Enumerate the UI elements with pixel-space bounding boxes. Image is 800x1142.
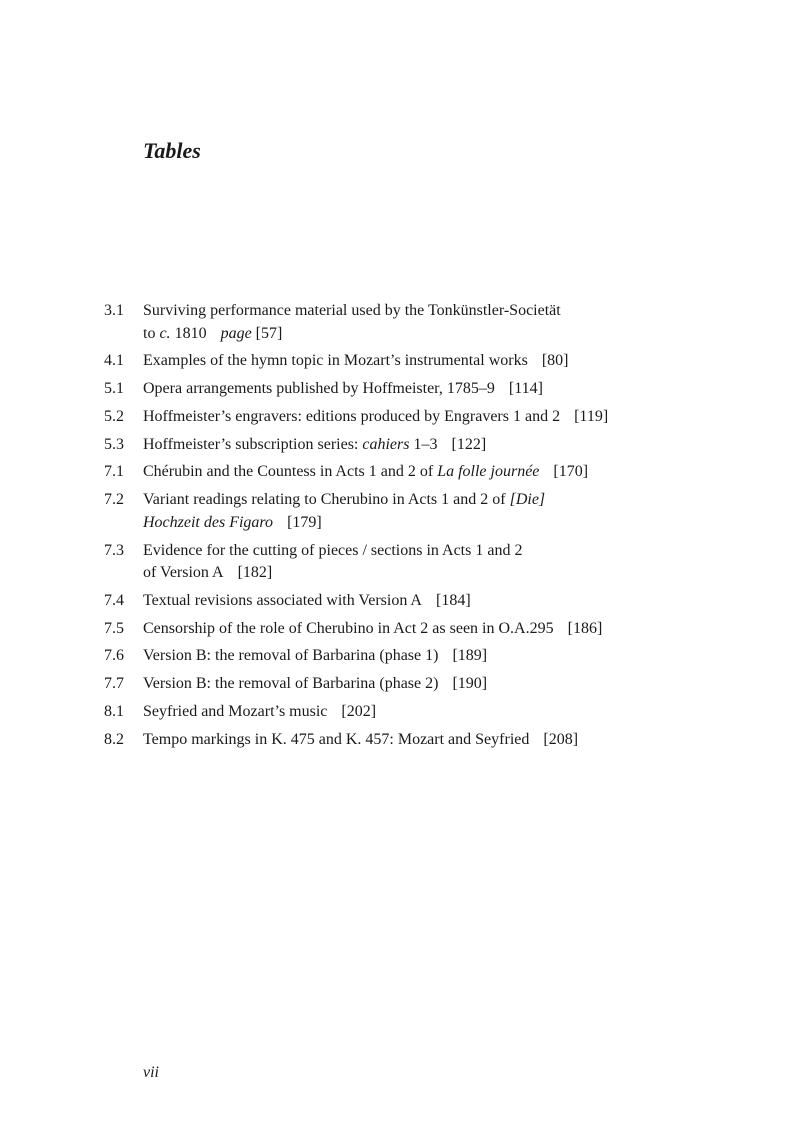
- caption-text: Variant readings relating to Cherubino in Acts 1 and 2 of: [143, 491, 510, 509]
- page-reference: [202]: [341, 703, 377, 721]
- table-number: 7.4: [104, 591, 124, 609]
- table-number: 7.2: [104, 491, 124, 509]
- table-caption: [143, 673, 688, 696]
- page-reference: [122]: [451, 435, 487, 453]
- caption-text: Textual revisions associated with Version A: [143, 591, 422, 609]
- table-caption: [143, 300, 688, 345]
- table-caption: [143, 618, 688, 641]
- table-number: 7.1: [104, 463, 124, 481]
- caption-text: Opera arrangements published by Hoffmeister, 1785–9: [143, 380, 495, 398]
- table-entry: [104, 434, 704, 457]
- table-entry: [104, 378, 704, 401]
- table-number: 5.2: [104, 407, 124, 425]
- table-entry: [104, 489, 704, 534]
- page-reference: [189]: [452, 647, 488, 665]
- table-caption: [143, 489, 688, 534]
- table-entry: [104, 350, 704, 373]
- page-label: page: [220, 324, 252, 342]
- table-number: 4.1: [104, 352, 124, 370]
- page-reference: [119]: [574, 407, 609, 425]
- page-reference: [186]: [567, 619, 603, 637]
- page-reference: [208]: [543, 730, 579, 748]
- caption-text: Seyfried and Mozart’s music: [143, 703, 328, 721]
- table-caption: [143, 461, 688, 484]
- table-number: 8.2: [104, 730, 124, 748]
- table-caption: [143, 350, 688, 373]
- table-number: 5.1: [104, 380, 124, 398]
- table-number: 7.6: [104, 647, 124, 665]
- table-number: 3.1: [104, 302, 124, 319]
- table-entry: [104, 300, 704, 345]
- italic-text: [Die]: [509, 491, 546, 509]
- table-caption: [143, 645, 688, 668]
- page-reference: [182]: [237, 564, 273, 582]
- page-reference: [190]: [452, 675, 488, 693]
- italic-text: cahiers: [362, 435, 410, 453]
- table-entry: [104, 540, 704, 585]
- table-entry: [104, 590, 704, 613]
- table-entry: [104, 701, 704, 724]
- table-caption: [143, 590, 688, 613]
- caption-text: Censorship of the role of Cherubino in Act 2 as seen in O.A.295: [143, 619, 554, 637]
- caption-text: [57]: [251, 324, 283, 342]
- caption-text: Hoffmeister’s subscription series:: [143, 435, 363, 453]
- table-number: 8.1: [104, 703, 124, 721]
- page-reference: [170]: [553, 463, 589, 481]
- caption-text: Surviving performance material used by the Tonkünstler-Societät: [143, 302, 561, 319]
- caption-text: Examples of the hymn topic in Mozart’s instrumental works: [143, 352, 528, 370]
- table-number: 7.3: [104, 541, 124, 559]
- table-caption: [143, 701, 688, 724]
- italic-text: Hochzeit des Figaro: [143, 513, 274, 531]
- caption-text: Version B: the removal of Barbarina (phase 1): [143, 647, 439, 665]
- caption-text: Chérubin and the Countess in Acts 1 and 2 of: [143, 463, 438, 481]
- caption-text: Evidence for the cutting of pieces / sections in Acts 1 and 2: [143, 541, 523, 559]
- table-entry: [104, 461, 704, 484]
- table-caption: [143, 434, 688, 457]
- table-number: 7.7: [104, 675, 124, 693]
- italic-text: c.: [159, 324, 171, 342]
- caption-text: 1810: [170, 324, 207, 342]
- caption-text: of Version A: [143, 564, 224, 582]
- page-title: Tables: [143, 138, 201, 163]
- page-reference: [184]: [435, 591, 471, 609]
- table-caption: [143, 378, 688, 401]
- table-entry: [104, 645, 704, 668]
- table-caption: [143, 540, 688, 585]
- caption-text: 1–3: [409, 435, 438, 453]
- table-number: 5.3: [104, 435, 124, 453]
- table-entry: [104, 618, 704, 641]
- table-caption: [143, 729, 688, 752]
- caption-text: to: [143, 324, 160, 342]
- page-reference: [179]: [287, 513, 322, 531]
- page-reference: [114]: [508, 380, 543, 398]
- italic-text: La folle journée: [437, 463, 540, 481]
- table-entry: [104, 406, 704, 429]
- caption-text: Hoffmeister’s engravers: editions produced by Engravers 1 and 2: [143, 407, 561, 425]
- caption-text: Tempo markings in K. 475 and K. 457: Mozart and Seyfried: [143, 730, 530, 748]
- caption-text: Version B: the removal of Barbarina (phase 2): [143, 675, 439, 693]
- page-reference: [80]: [541, 352, 569, 370]
- table-entry: [104, 673, 704, 696]
- table-entry: [104, 729, 704, 752]
- page-number: vii: [143, 1064, 159, 1081]
- table-number: 7.5: [104, 619, 124, 637]
- list-of-tables: [104, 300, 704, 757]
- table-caption: [143, 406, 688, 429]
